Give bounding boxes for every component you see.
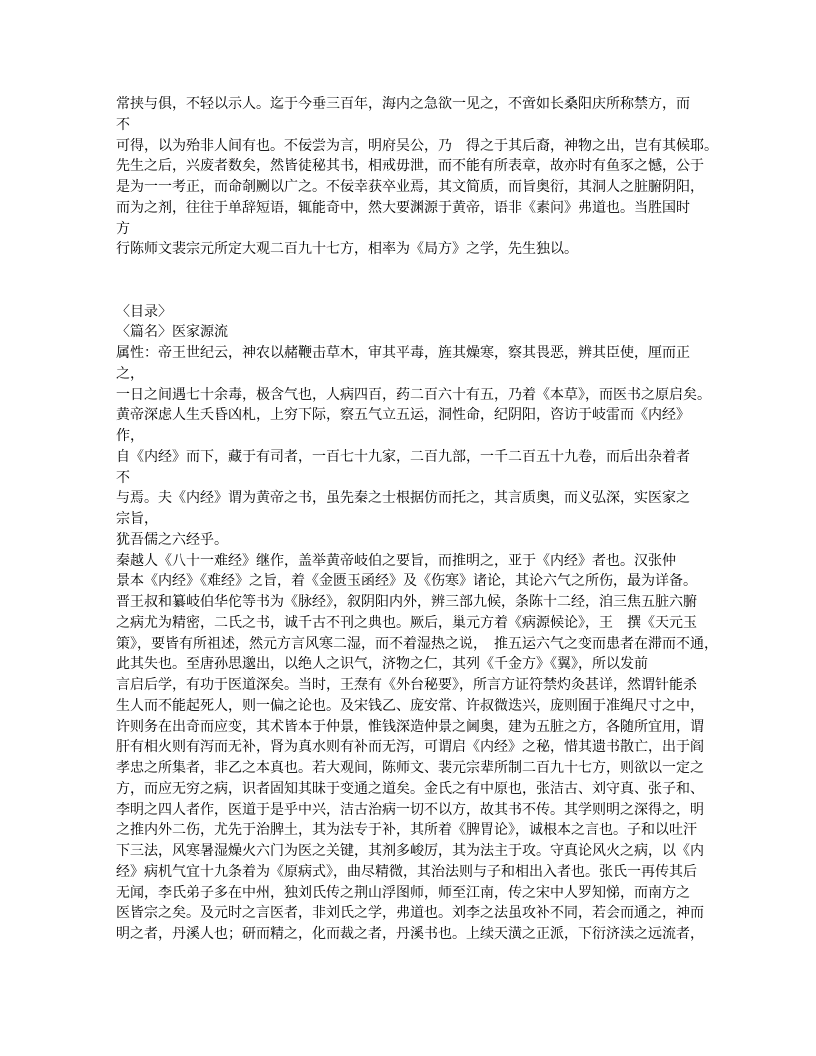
- text-line: 肝有相火则有泻而无补，肾为真水则有补而无泻，可谓启《内经》之秘，惜其遗书散亡，出于阎: [116, 740, 704, 756]
- text-line: 许则务在出奇而应变，其术皆本于仲景，惟钱深造仲景之阃奥，建为五脏之方，各随所宜用，谓: [116, 719, 704, 735]
- text-line: 经》病机气宜十九条着为《原病式》，曲尽精微，其治法则与子和相出入者也。张氏一再传其后: [116, 864, 697, 880]
- text-line: 〈目录〉: [116, 304, 172, 320]
- text-line: 景本《内经》《难经》之旨，着《金匮玉函经》及《伤寒》诸论，其论六气之所伤，最为详备。: [116, 574, 697, 590]
- text-line: 自《内经》而下，藏于有司者，一百七十九家，二百九部，一千二百五十九卷，而后出杂着者: [116, 449, 690, 465]
- text-line: 黄帝深虑人生夭昏凶札，上穷下际，察五气立五运，洞性命，纪阴阳，咨访于岐雷而《内经》: [116, 408, 690, 424]
- document-body: [116, 95, 756, 946]
- text-line: 与焉。夫《内经》谓为黄帝之书，虽先秦之士根据仿而托之，其言质奥，而义弘深，实医家之: [116, 491, 690, 507]
- text-line: 宗旨，: [116, 512, 158, 527]
- text-line: 一日之间遇七十余毒，极含气也，人病四百，药二百六十有五，乃着《本草》，而医书之原启矣。: [116, 387, 711, 403]
- text-line: 先生之后，兴废者数矣，然皆徒秘其书，相戒毋泄，而不能有所表章，故亦时有鱼豕之憾，公于: [116, 159, 704, 175]
- text-line: 不: [116, 470, 130, 486]
- text-line: 而为之剂，往往于单辞短语，辄能奇中，然大要渊源于黄帝，语非《素问》弗道也。当胜国时: [116, 200, 690, 216]
- text-line: 可得，以为殆非人间有也。不佞尝为言，明府吴公，乃 得之于其后裔，神物之出，岂有其候耶。: [116, 138, 718, 154]
- text-line: 此其失也。至唐孙思邈出，以绝人之识气，济物之仁，其列《千金方》《翼》，所以发前: [116, 657, 648, 673]
- text-line: 不: [116, 117, 130, 133]
- text-line: 晋王叔和纂岐伯华佗等书为《脉经》，叙阴阳内外，辨三部九候，条陈十二经，洎三焦五脏六腑: [116, 595, 697, 610]
- text-line: 明之者，丹溪人也；研而精之，化而裁之者，丹溪书也。上续天潢之正派，下衍济渎之远流者，: [116, 927, 704, 942]
- text-line: 医皆宗之矣。及元时之言医者，非刘氏之学，弗道也。刘李之法虽攻补不同，若会而通之，神而: [116, 906, 704, 922]
- text-line: 秦越人《八十一难经》继作，盖举黄帝岐伯之要旨，而推明之，亚于《内经》者也。汉张仲: [116, 553, 676, 569]
- text-line: 孝忠之所集者，非乙之本真也。若大观间，陈师文、裴元宗辈所制二百九十七方，则欲以一定之: [116, 761, 704, 776]
- text-line: 李明之四人者作，医道于是乎中兴，洁古治病一切不以方，故其书不传。其学则明之深得之，明: [116, 802, 704, 818]
- text-line: 下三法，风寒暑湿燥火六门为医之关键，其剂多峻厉，其为法主于攻。守真论风火之病，以《内: [116, 844, 704, 859]
- text-line: 行陈师文裴宗元所定大观二百九十七方，相率为《局方》之学，先生独以。: [116, 242, 578, 258]
- text-line: 属性：帝王世纪云，神农以赭鞭击草木，审其平毒，旌其燥寒，察其畏恶，辨其臣使，厘而正: [116, 346, 690, 361]
- text-line: 方: [116, 221, 130, 237]
- text-line: 作，: [116, 429, 144, 444]
- text-line: 常挟与俱，不轻以示人。迄于今垂三百年，海内之急欲一见之，不啻如长桑阳庆所称禁方，而: [116, 97, 690, 112]
- blank-line: [116, 261, 756, 282]
- text-line: 生人而不能起死人，则一偏之论也。及宋钱乙、庞安常、许叔微迭兴，庞则囿于准绳尺寸之中，: [116, 698, 704, 714]
- text-line: 之，: [116, 366, 144, 382]
- text-line: 之推内外二伤，尤先于治脾土，其为法专于补，其所着《脾胃论》，诚根本之言也。子和以吐汗: [116, 823, 697, 839]
- text-line: 犹吾儒之六经乎。: [116, 532, 228, 548]
- text-line: 无闻，李氏弟子多在中州，独刘氏传之荆山浮图师，师至江南，传之宋中人罗知悌，而南方之: [116, 885, 690, 901]
- text-line: 是为一一考正，而命剞劂以广之。不佞幸获卒业焉，其文简质，而旨奥衍，其洞人之脏腑阴阳，: [116, 180, 704, 195]
- blank-line: [116, 282, 756, 303]
- text-line: 之病尤为精密，二氏之书，诚千古不刊之典也。厥后，巢元方着《病源候论》，王 撰《天元玉: [116, 615, 697, 631]
- text-line: 策》，要皆有所祖述，然元方言风寒二湿，而不着湿热之说， 推五运六气之变而患者在滞而不通，: [116, 636, 718, 652]
- text-line: 言启后学，有功于医道深矣。当时，王焘有《外台秘要》，所言方证符禁灼灸甚详，然谓针能杀: [116, 678, 697, 693]
- text-line: 〈篇名〉医家源流: [116, 325, 228, 341]
- text-line: 方，而应无穷之病，识者固知其昧于变通之道矣。金氏之有中原也，张洁古、刘守真、张子和、: [116, 781, 704, 797]
